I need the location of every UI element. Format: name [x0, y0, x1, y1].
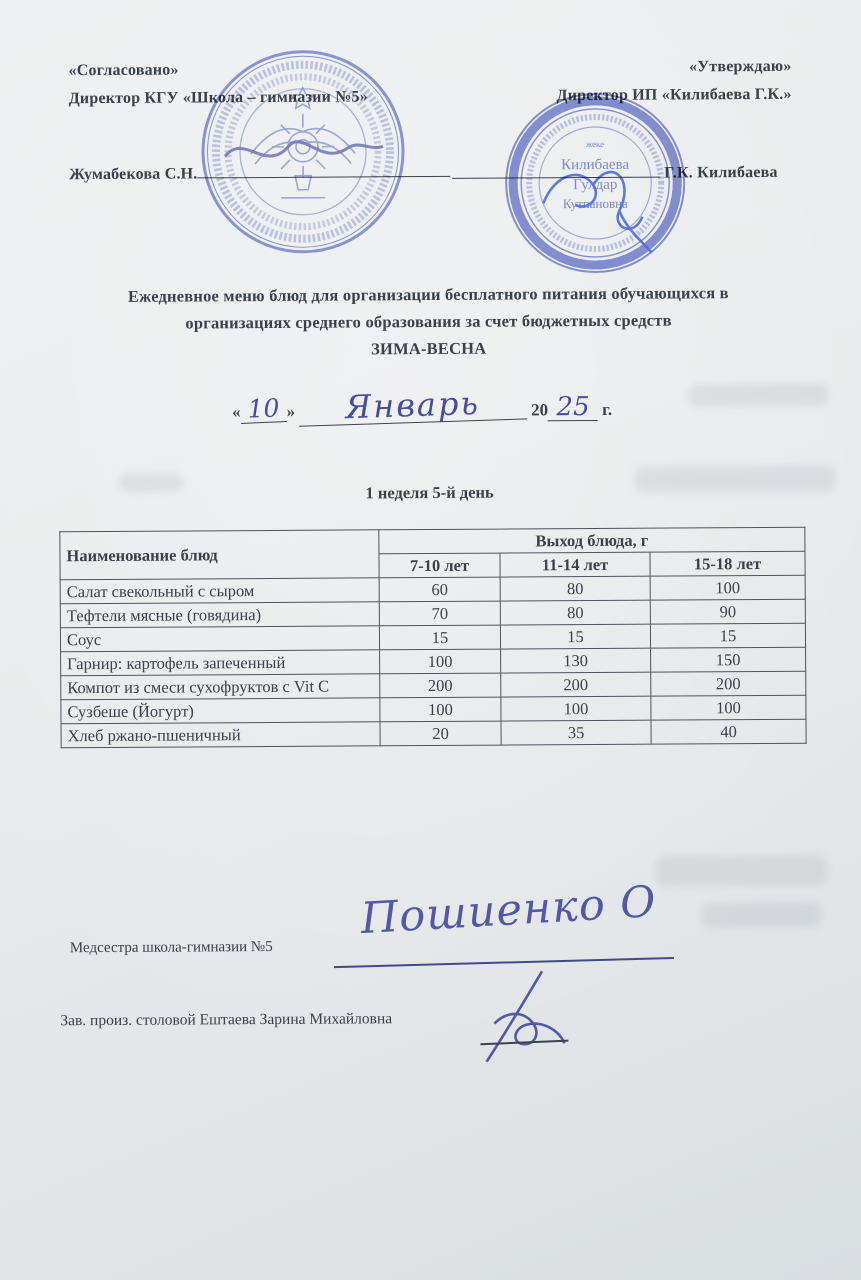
chef-signature-icon [464, 967, 585, 1078]
dish-name-cell: Хлеб ржано-пшеничный [61, 722, 380, 748]
portion-11-14-cell: 100 [501, 696, 651, 721]
nurse-label: Медсестра школа-гимназии №5 [69, 938, 273, 957]
dish-name-cell: Компот из смеси сухофруктов с Vit C [61, 674, 380, 700]
handwritten-day: 10 [240, 395, 287, 424]
portion-15-18-cell: 100 [650, 575, 805, 600]
bleed-through-mark [702, 903, 822, 928]
year-century: 20 [531, 400, 549, 420]
portion-15-18-cell: 90 [650, 599, 805, 624]
portion-11-14-cell: 80 [500, 600, 650, 625]
year-suffix: г. [602, 399, 613, 419]
table-row [61, 719, 806, 748]
date-line [0, 385, 846, 425]
portion-11-14-cell: 200 [501, 672, 651, 697]
school-stamp-icon [198, 47, 407, 256]
document-title [0, 278, 859, 364]
approved-signer-name: Г.К. Килибаева [664, 163, 778, 182]
title-line-1: Ежедневное меню блюд для организации бесплатного питания обучающихся в [127, 283, 729, 306]
chef-label: Зав. произ. столовой Ештаева Зарина Михайловна [60, 1010, 393, 1030]
stamp-text-name: Гулдар [573, 176, 618, 194]
menu-table-body [60, 575, 806, 748]
portion-11-14-cell: 130 [501, 648, 651, 673]
title-line-2: организациях среднего образования за счет бюджетных средств [185, 310, 672, 333]
menu-table-container [59, 527, 806, 749]
portion-15-18-cell: 100 [651, 695, 806, 720]
header-age-11-14: 11-14 лет [500, 552, 650, 577]
portion-7-10-cell: 15 [379, 625, 500, 650]
portion-7-10-cell: 70 [379, 601, 500, 626]
week-day-heading: 1 неделя 5-й день [365, 482, 494, 503]
portion-7-10-cell: 60 [379, 577, 500, 602]
dish-name-cell: Соус [60, 626, 379, 652]
dish-name-cell: Гарнир: картофель запеченный [61, 650, 380, 676]
approved-label: «Утверждаю» [689, 57, 792, 76]
stamp-text-patronymic: Кутпановна [562, 195, 628, 212]
portion-11-14-cell: 15 [500, 624, 650, 649]
title-line-3: ЗИМА-ВЕСНА [371, 338, 487, 359]
nurse-signature: Пошиенко О [359, 876, 658, 945]
header-output: Выход блюда, г [379, 527, 805, 554]
director-stamp-icon [503, 90, 688, 275]
menu-table [59, 527, 806, 749]
portion-15-18-cell: 150 [651, 647, 806, 672]
dish-name-cell: Тефтели мясные (говядина) [60, 602, 379, 628]
header-age-15-18: 15-18 лет [650, 551, 805, 576]
agreed-role: Директор КГУ «Школа – гимназии №5» [68, 88, 368, 108]
school-stamp [198, 47, 407, 261]
director-stamp [503, 90, 688, 280]
portion-15-18-cell: 15 [650, 623, 805, 648]
nurse-signature-line [334, 957, 674, 968]
portion-11-14-cell: 80 [500, 576, 650, 601]
dish-name-cell: Сузбеше (Йогурт) [61, 698, 380, 724]
portion-15-18-cell: 200 [651, 671, 806, 696]
portion-7-10-cell: 100 [380, 649, 501, 674]
close-quote: » [286, 401, 296, 421]
portion-7-10-cell: 100 [380, 697, 501, 722]
portion-15-18-cell: 40 [651, 719, 806, 744]
portion-11-14-cell: 35 [501, 720, 651, 745]
handwritten-year: 25 [548, 394, 598, 421]
header-dish-name: Наименование блюд [60, 530, 379, 580]
stamp-text-zheke: жеке [585, 138, 605, 150]
dish-name-cell: Салат свекольный с сыром [60, 578, 379, 604]
chef-signature [464, 967, 585, 1083]
portion-7-10-cell: 20 [380, 721, 501, 746]
agreed-signer-name: Жумабекова С.Н. [69, 165, 198, 184]
header-age-7-10: 7-10 лет [379, 553, 500, 578]
portion-7-10-cell: 200 [380, 673, 501, 698]
agreed-label: «Согласовано» [68, 61, 179, 80]
approved-role: Директор ИП «Килибаева Г.К.» [556, 85, 792, 105]
handwritten-month: Январь [299, 384, 528, 426]
stamp-text-surname: Килибаева [561, 156, 630, 174]
open-quote: « [232, 402, 241, 422]
